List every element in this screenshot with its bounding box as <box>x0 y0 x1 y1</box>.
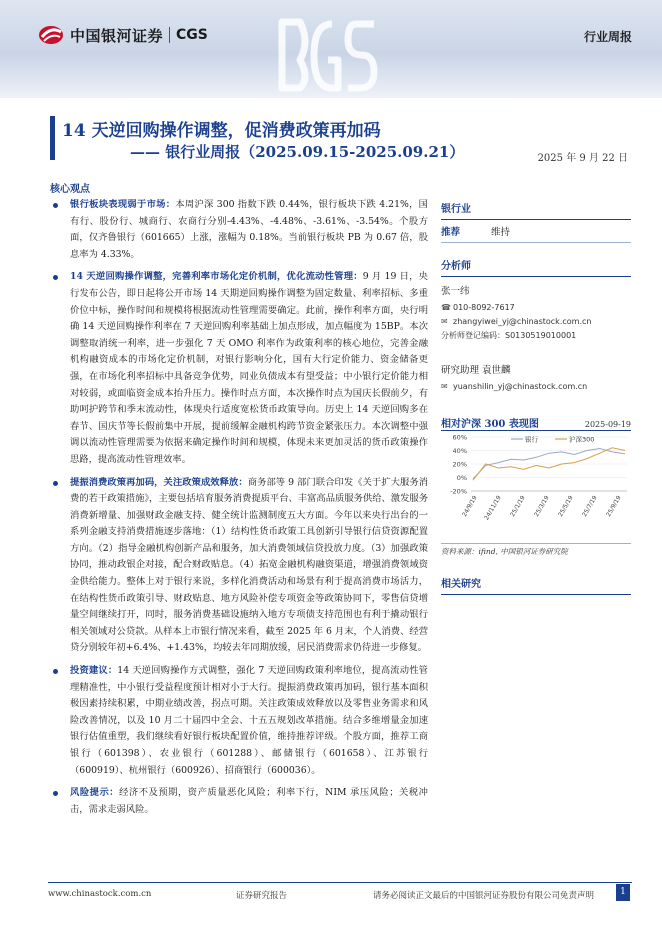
core-views-label: 核心观点 <box>50 184 90 195</box>
assistant-email-row <box>441 379 631 393</box>
assistant-email[interactable]: yuanshilin_yj@chinastock.com.cn <box>453 381 588 391</box>
bullet-point <box>50 663 428 779</box>
analyst-cert-row <box>441 328 631 342</box>
footer-divider <box>48 882 632 883</box>
bullet-body: 商务部等 9 部门联合印发《关于扩大服务消费的若干政策措施》，主要包括培育服务消费提质平台、丰富高品质服务供给、激发服务消费新增量、加强财政金融支持、健全统计监测制度五大方面。今年以来央行出台的一系列金融支持消费措施逐步落地：（1）结构性货币政策工具创新引导银行信贷资源配置方向。（2）指导金融机构创新产品和服务，加大消费领域信贷投放力度。（3）加强政策协同，推动政银企对接，配合财政贴息。（4）拓宽金融机构融资渠道，增强消费领域资金供给能力。整体上对于银行来说，多样化消费活动和场景有利于提高消费市场活力，在结构性货币政策引导、财政贴息、地方风险补偿专项资金等政策协同下，零售信贷增量空间继续打开，同时，服务消费基础设施纳入地方专项债支持范围也有利于撬动银行相关领域对公贷款。从样本上市银行情况来看，截至 2025 年 6 月末，个人消费、经营贷分别较年初+6.4%、+1.43%，均较去年同期放缓，居民消费需求仍待进一步修复。 <box>70 476 428 654</box>
report-type-label: 行业周报 <box>583 30 632 44</box>
x-tick-label: 25/1/19 <box>509 494 527 519</box>
bullet-heading: 14 天逆回购操作调整，完善利率市场化定价机制，优化流动性管理： <box>70 271 363 283</box>
x-tick-label: 24/9/19 <box>461 494 479 519</box>
report-subtitle: —— 银行业周报（2025.09.15-2025.09.21） <box>130 143 465 161</box>
footer-disclaimer: 请务必阅读正文最后的中国银河证券股份有限公司免责声明 <box>373 891 595 901</box>
bullet-body: 14 天逆回购操作方式调整，强化 7 天逆回购政策利率地位，提高流动性管理精准性，中小银行受益程度预计相对小于大行。提振消费政策再加码，银行基本面积极因素持续积累，中期业绩改善，拐点可期。关注政策成效释放以及零售业务需求和风险改善情况，以及 10 月二十届四中全会、十五五规划改革措施。结合多维增量金加速银行估值重塑，我们继续看好银行板块配置价值，维持推荐评级。个股方面，推荐工商银行（601398）、农业银行（601288）、邮储银行（601658）、江苏银行（600919）、杭州银行（600926）、招商银行（600036）。 <box>70 665 428 776</box>
logo-chinese-name: 中国银河证券 <box>70 26 164 45</box>
x-tick-label: 24/11/19 <box>483 494 503 522</box>
sidebar <box>441 200 631 595</box>
report-date: 2025 年 9 月 22 日 <box>537 153 628 164</box>
email-icon: ✉ <box>441 381 448 391</box>
bullet-heading: 银行板块表现弱于市场： <box>70 199 176 210</box>
x-tick-label: 25/9/19 <box>605 494 623 519</box>
analyst-phone-row <box>441 300 631 314</box>
industry-title: 银行业 <box>441 204 471 215</box>
bullet-body: 经济不及预期，资产质量恶化风险；利率下行，NIM 承压风险；关税冲击，需求走弱风险。 <box>70 787 428 815</box>
bullet-icon <box>53 275 58 280</box>
bullet-icon <box>53 481 58 486</box>
bullet-point <box>50 475 428 658</box>
bullet-icon <box>53 669 58 674</box>
report-title: 14 天逆回购操作调整，促消费政策再加码 <box>62 121 381 141</box>
y-tick-label: 40% <box>452 447 467 455</box>
bullet-body: 9 月 19 日，央行发布公告，即日起将公开市场 14 天期逆回购操作调整为固定数量、利率招标、多重价位中标，操作时间和规模将根据流动性管理需要确定。此前，操作利率方面，央行明确 14 天逆回购操作利率在 7 天逆回购利率基础上加点形成，加点幅度为 15BP。本次调整取消统一利率，进一步强化 7 天 OMO 利率作为政策利率的核心地位，完善金融机构融资成本的市场化定价机制，对银行影响分化，国有大行定价能力、资金储备更强，在市场化利率招标中具备竞争优势，同业负债成本有望受益；中小银行定价能力相对较弱，或面临资金成本抬升压力。操作时点方面，本次操作时点为国庆长假前夕，有助呵护跨节和季末流动性，体现央行适度宽松货币政策导向。历史上 14 天逆回购多在春节、国庆节等长假前集中开展，提前缓解金融机构跨节资金紧张压力。本次调整中强调以流动性管理需要为依据来确定操作时间和规模，体现未来更加灵活的货币政策操作思路，提高流动性管理效率。 <box>70 271 428 465</box>
logo-divider <box>169 27 170 43</box>
related-research-title: 相关研究 <box>441 579 481 590</box>
y-tick-label: 60% <box>452 433 467 442</box>
x-tick-label: 25/5/19 <box>557 494 575 519</box>
logo-english-name: CGS <box>176 27 208 43</box>
core-views-section <box>50 197 428 824</box>
page-header <box>0 0 662 98</box>
bullet-point <box>50 197 428 263</box>
rating-key: 推荐 <box>441 227 461 238</box>
divider <box>441 594 631 595</box>
legend-label: 沪深300 <box>569 435 595 444</box>
email-icon: ✉ <box>441 316 448 326</box>
analyst-section-title: 分析师 <box>441 261 471 272</box>
page-number: 1 <box>616 884 630 901</box>
cgs-watermark-graphic <box>270 10 385 95</box>
footer-report-kind: 证券研究报告 <box>236 891 288 901</box>
rating-value: 维持 <box>491 227 511 238</box>
divider <box>441 242 631 243</box>
x-tick-label: 25/7/19 <box>581 494 599 519</box>
title-accent-bar <box>50 116 55 160</box>
chart-source: 资料来源：ifind, 中国银河证券研究院 <box>441 547 568 556</box>
brand-logo[interactable] <box>38 24 208 46</box>
footer-website[interactable]: www.chinastock.com.cn <box>48 889 152 899</box>
bullet-heading: 提振消费政策再加码，关注政策成效释放： <box>70 476 248 488</box>
rating-row <box>441 220 631 242</box>
bullet-heading: 风险提示： <box>70 787 120 799</box>
analyst-name: 张一纬 <box>441 286 470 297</box>
chart-header <box>441 415 631 430</box>
bullet-icon <box>53 203 58 208</box>
bullet-heading: 投资建议： <box>70 665 118 677</box>
bullet-point <box>50 269 428 468</box>
analyst-cert: 分析师登记编码：S0130519010001 <box>441 330 577 340</box>
chart-title: 相对沪深 300 表现图 <box>441 419 539 430</box>
x-tick-label: 25/3/19 <box>533 494 551 519</box>
bullet-icon <box>53 791 58 796</box>
phone-icon: ☎ <box>441 302 451 312</box>
bullet-body: 本周沪深 300 指数下跌 0.44%，银行板块下跌 4.21%，国有行、股份行、城商行、农商行分别-4.43%、-4.48%、-3.61%、-3.54%。个股方面，仅齐鲁银行（601665）上涨，涨幅为 0.18%。当前银行板块 PB 为 0.67 倍，股息率为 4.33%。 <box>70 199 428 260</box>
bullet-point <box>50 785 428 818</box>
analyst-email[interactable]: zhangyiwei_yj@chinastock.com.cn <box>453 316 592 326</box>
research-assistant: 研究助理 袁世麟 <box>441 365 511 376</box>
chart-date: 2025-09-19 <box>584 420 631 429</box>
y-tick-label: -20% <box>450 487 467 496</box>
relative-performance-chart <box>441 431 631 539</box>
analyst-phone: 010-8092-7617 <box>453 302 515 312</box>
y-tick-label: 0% <box>456 474 467 482</box>
y-tick-label: 20% <box>452 460 467 469</box>
divider <box>441 543 631 544</box>
galaxy-logo-icon <box>38 24 64 46</box>
legend-label: 银行 <box>525 435 538 444</box>
divider <box>441 276 631 277</box>
analyst-email-row <box>441 314 631 328</box>
